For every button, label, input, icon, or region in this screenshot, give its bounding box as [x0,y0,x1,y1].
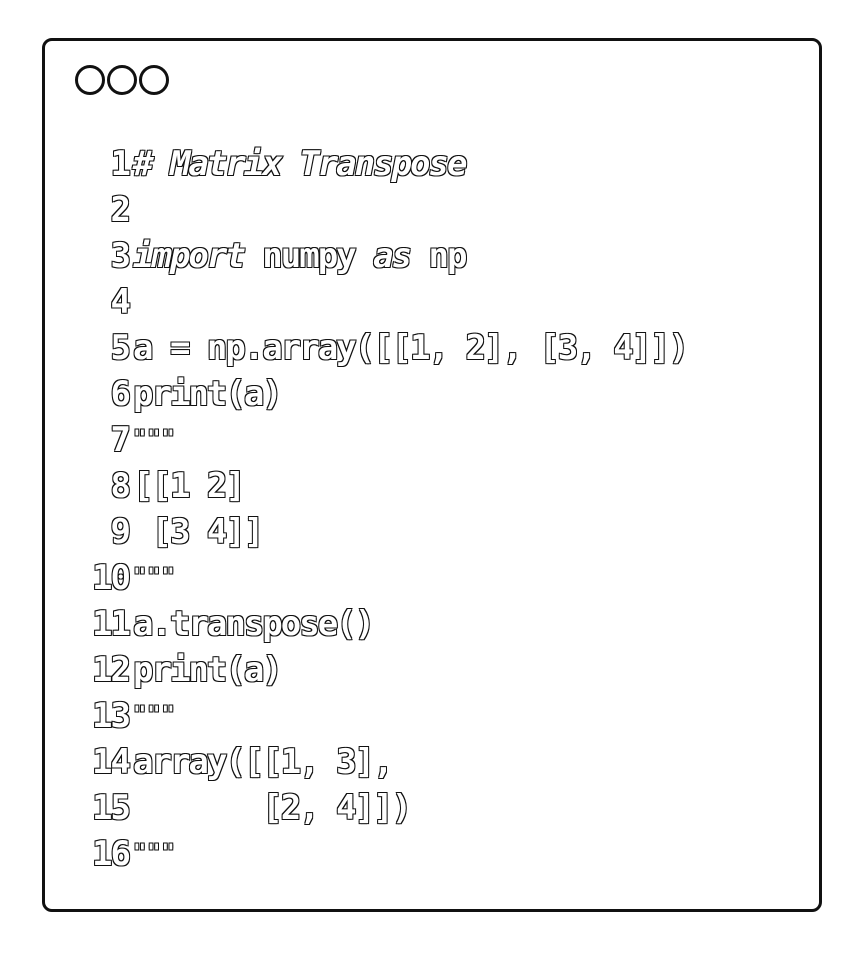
line-text [133,555,176,601]
code-line [73,233,687,279]
code-token: numpy [243,236,374,276]
docstring-quotes: """ [133,841,176,866]
code-token: as [373,236,411,276]
line-number: 2 [110,190,129,230]
code-line [73,831,687,877]
docstring-quotes: """ [133,565,176,590]
line-number: 12 [92,650,129,690]
code-line [73,601,687,647]
line-text [133,509,262,555]
code-token: array([[1, 3], [133,742,392,782]
line-text [133,785,410,831]
line-text [133,831,176,877]
code-line [73,647,687,693]
code-token: a = np.array([[1, 2], [3, 4]]) [133,328,688,368]
code-line [73,509,687,555]
code-token: [2, 4]]) [133,788,411,828]
code-token: a.transpose() [133,604,374,644]
line-text [133,371,281,417]
code-line [73,279,687,325]
line-text [133,325,687,371]
code-window [42,38,822,912]
code-line [73,463,687,509]
line-text [133,141,465,187]
line-number: 4 [110,282,129,322]
code-line [73,417,687,463]
window-dot-minimize[interactable] [107,65,137,95]
docstring-quotes: """ [133,703,176,728]
line-number: 5 [110,328,129,368]
code-line [73,785,687,831]
window-controls [75,65,169,95]
line-number: 16 [92,834,129,874]
line-number: 7 [110,420,129,460]
code-line [73,187,687,233]
code-token: [[1 2] [133,466,244,506]
line-text [133,693,176,739]
line-text [133,463,244,509]
line-text [133,601,373,647]
line-number: 6 [110,374,129,414]
code-token: # Matrix Transpose [133,144,466,184]
line-text [133,233,466,279]
window-dot-close[interactable] [75,65,105,95]
code-line [73,141,687,187]
code-line [73,555,687,601]
line-number: 8 [110,466,129,506]
code-token: import [133,236,244,276]
code-line [73,325,687,371]
docstring-quotes: """ [133,427,176,452]
line-number: 3 [110,236,129,276]
code-token: [3 4]] [133,512,263,552]
code-line [73,371,687,417]
code-line [73,693,687,739]
line-number: 14 [92,742,129,782]
line-number: 10 [92,558,129,598]
window-dot-maximize[interactable] [139,65,169,95]
code-editor [73,141,687,877]
code-token: print(a) [133,374,281,414]
line-number: 1 [110,144,129,184]
code-token: print(a) [133,650,281,690]
line-text [133,739,392,785]
line-number: 15 [92,788,129,828]
line-number: 9 [110,512,129,552]
line-text [133,647,281,693]
code-line [73,739,687,785]
line-text [133,417,176,463]
line-number: 11 [92,604,129,644]
code-token: np [410,236,466,276]
line-number: 13 [92,696,129,736]
